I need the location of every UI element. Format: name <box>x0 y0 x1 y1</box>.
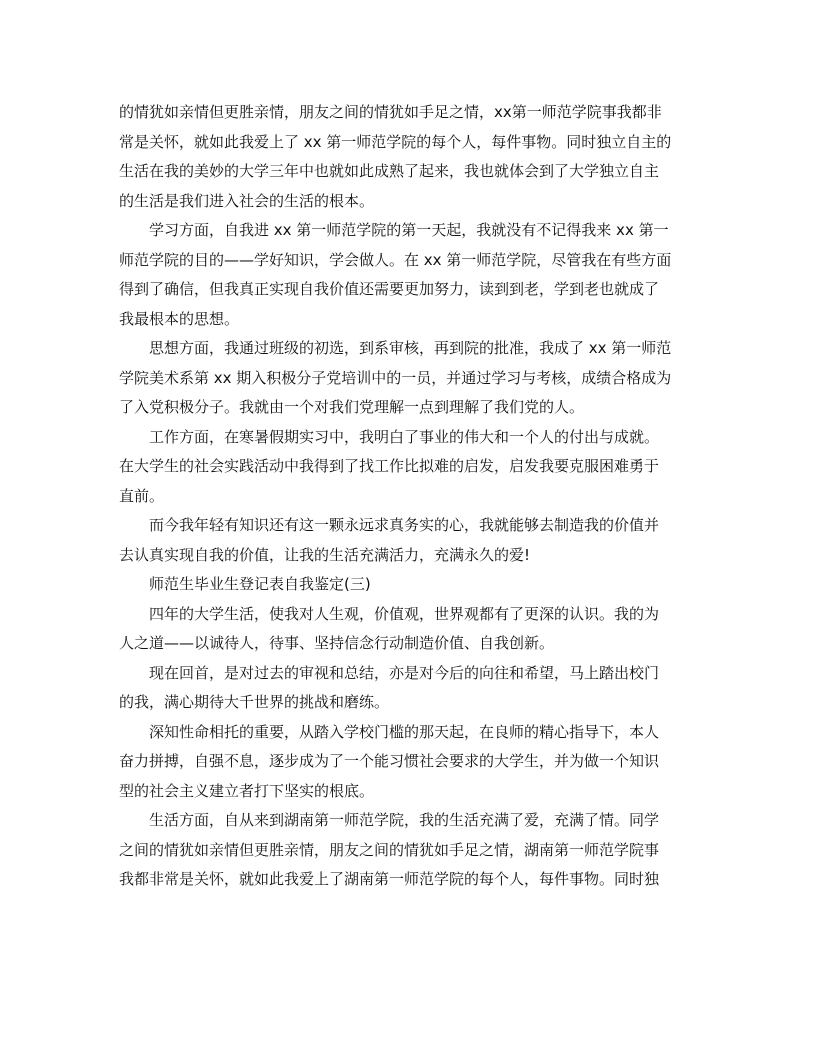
text-line: 师范生毕业生登记表自我鉴定(三) <box>149 575 371 593</box>
text-line: 我最根本的思想。 <box>119 309 240 328</box>
text-line: 四年的大学生活，使我对人生观，价值观，世界观都有了更深的认识。我的为 <box>149 604 660 623</box>
text-line: 去认真实现自我的价值，让我的生活充满活力，充满永久的爱! <box>119 545 531 564</box>
text-line: 工作方面，在寒暑假期实习中，我明白了事业的伟大和一个人的付出与成就。 <box>149 427 660 446</box>
text-line: 奋力拼搏，自强不息，逐步成为了一个能习惯社会要求的大学生，并为做一个知识 <box>119 752 660 770</box>
text-line: 了入党积极分子。我就由一个对我们党理解一点到理解了我们党的人。 <box>119 398 585 416</box>
text-line: 学院美术系第 xx 期入积极分子党培训中的一员，并通过学习与考核，成绩合格成为 <box>119 368 672 387</box>
text-line: 我都非常是关怀，就如此我爱上了湖南第一师范学院的每个人，每件事物。同时独 <box>119 870 660 888</box>
text-line: 生活方面，自从来到湖南第一师范学院，我的生活充满了爱，充满了情。同学 <box>149 811 660 829</box>
text-line: 在大学生的社会实践活动中我得到了找工作比拟难的启发，启发我要克服困难勇于 <box>119 457 660 475</box>
text-line: 深知性命相托的重要，从踏入学校门槛的那天起，在良师的精心指导下，本人 <box>149 722 660 741</box>
text-line: 直前。 <box>119 486 165 505</box>
text-line: 的情犹如亲情但更胜亲情，朋友之间的情犹如手足之情，xx第一师范学院事我都非 <box>119 103 662 121</box>
text-line: 的生活是我们进入社会的生活的根本。 <box>119 191 375 210</box>
text-line: 思想方面，我通过班级的初选，到系审核，再到院的批准，我成了 xx 第一师范 <box>149 339 672 357</box>
text-line: 的我，满心期待大千世界的挑战和磨练。 <box>119 693 390 711</box>
text-line: 而今我年轻有知识还有这一颗永远求真务实的心，我就能够去制造我的价值并 <box>149 516 660 534</box>
text-line: 人之道——以诚待人，待事、坚持信念行动制造价值、自我创新。 <box>119 634 555 652</box>
text-line: 型的社会主义建立者打下坚实的根底。 <box>119 781 375 800</box>
text-line: 现在回首，是对过去的审视和总结，亦是对今后的向往和希望，马上踏出校门 <box>149 663 660 682</box>
text-line: 学习方面，自我进 xx 第一师范学院的第一天起，我就没有不记得我来 xx 第一 <box>149 221 669 239</box>
text-line: 之间的情犹如亲情但更胜亲情，朋友之间的情犹如手足之情，湖南第一师范学院事 <box>119 840 660 859</box>
text-line: 得到了确信，但我真正实现自我价值还需要更加努力，读到到老，学到老也就成了 <box>119 280 660 298</box>
text-line: 师范学院的目的——学好知识，学会做人。在 xx 第一师范学院，尽管我在有些方面 <box>119 250 672 269</box>
text-line: 生活在我的美妙的大学三年中也就如此成熟了起来，我也就体会到了大学独立自主 <box>119 162 660 180</box>
document-body <box>119 98 699 895</box>
text-line: 常是关怀，就如此我爱上了 xx 第一师范学院的每个人，每件事物。同时独立自主的 <box>119 132 672 151</box>
